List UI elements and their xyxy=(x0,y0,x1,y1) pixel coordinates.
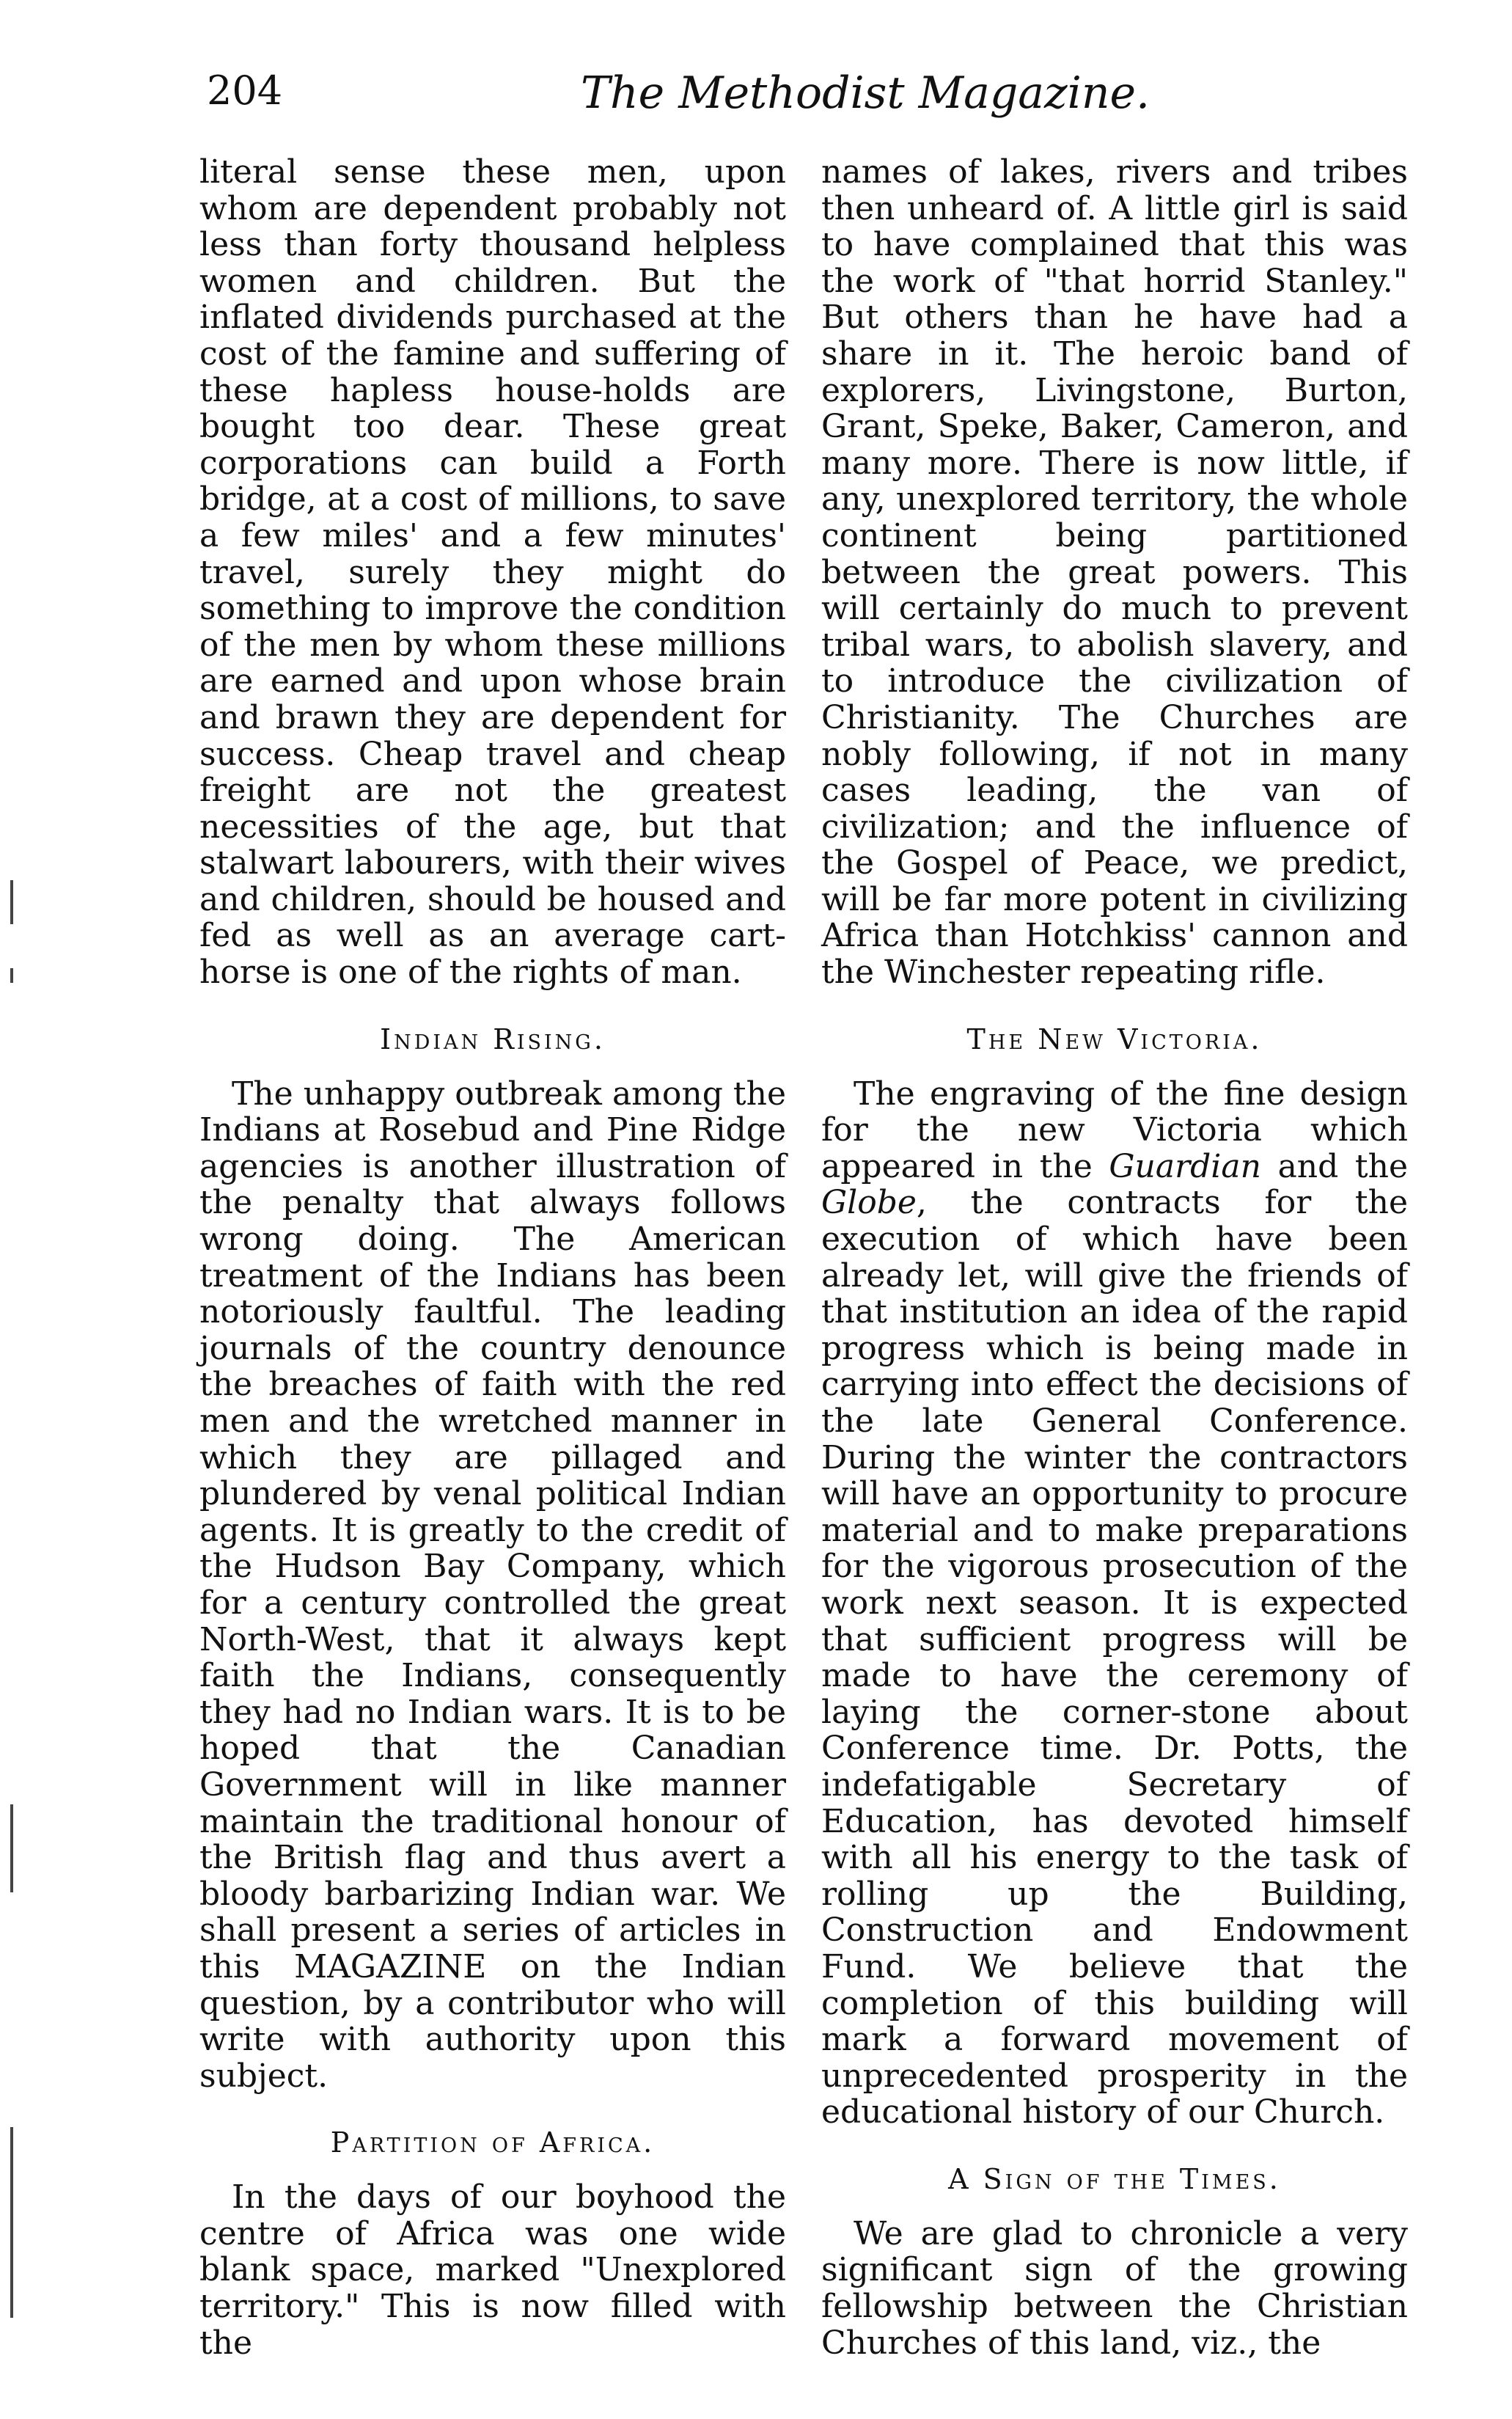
section-heading-new-victoria: The New Victoria. xyxy=(966,1022,1263,1055)
paragraph-new-victoria xyxy=(821,1076,1408,2131)
paragraph-africa-continued: names of lakes, rivers and tribes then unheard of. A little girl is said to have complained that this was the work of "that horrid Stanley." But others than he have had a share in it. The heroic band of explorers, Livingstone, Burton, Grant, Speke, Baker, Cameron, and many more. There is now little, if any, unexplored territory, the whole continent being partitioned between the great powers. This will certainly do much to prevent tribal wars, to abolish slavery, and to introduce the civilization of Christianity. The Churches are nobly following, if not in many cases leading, the van of civilization; and the influence of the Gospel of Peace, we predict, will be far more potent in civilizing Africa than Hotchkiss' cannon and the Winchester repeating rifle. xyxy=(821,153,1408,992)
paragraph-partition-of-africa: In the days of our boyhood the centre of Africa was one wide blank space, marked "Unexplored territory." This is now filled with the xyxy=(199,2178,786,2362)
paragraph-indian-rising: The unhappy outbreak among the Indians at Rosebud and Pine Ridge agencies is another illustration of the penalty that always follows wrong doing. The American treatment of the Indians has been notoriously faultful. The leading journals of the country denounce the breaches of faith with the red men and the wretched manner in which they are pillaged and plundered by venal political Indian agents. It is greatly to the credit of the Hudson Bay Company, which for a century controlled the great North-West, that it always kept faith the Indians, consequently they had no Indian wars. It is to be hoped that the Canadian Government will in like manner maintain the traditional honour of the British flag and thus avert a bloody barbarizing Indian war. We shall present a series of articles in this MAGAZINE on the Indian question, by a contributor who will write with authority upon this subject. xyxy=(199,1075,786,2095)
text-run: The engraving of the fine design for the new Victoria which appeared in the xyxy=(821,1075,1408,1185)
text-run: , the contracts for the execution of which have been already let, will give the friends of that institution an idea of the rapid progress which is being made in carrying into effect the decisions of the late General Conference. During the winter the contractors will have an opportunity to procure material and to make preparations for the vigorous prosecution of the work next season. It is expected that sufficient progress will be made to have the ceremony of laying the corner-stone about Conference time. Dr. Potts, the indefatigable Secretary of Education, has devoted himself with all his energy to the task of rolling up the Building, Construction and Endowment Fund. We believe that the completion of this building will mark a forward movement of unprecedented prosperity in the educational history of our Church. xyxy=(821,1184,1408,2131)
text-run: and the xyxy=(1260,1147,1408,1185)
paragraph-sign-of-the-times: We are glad to chronicle a very significant sign of the growing fellowship between the Christian Churches of this land, viz., the xyxy=(821,2214,1408,2362)
section-heading-sign-of-the-times: A Sign of the Times. xyxy=(948,2162,1281,2195)
page-header xyxy=(199,67,1461,133)
newspaper-title-globe: Globe xyxy=(821,1184,917,1222)
page-number: 204 xyxy=(207,67,283,114)
paragraph-railway-labourers: literal sense these men, upon whom are dependent probably not less than forty thousand helpless women and children. But the inflated dividends purchased at the cost of the famine and suffering of these hapless house-holds are bought too dear. These great corporations can build a Forth bridge, at a cost of millions, to save a few miles' and a few minutes' travel, surely they might do something to improve the condition of the men by whom these millions are earned and upon whose brain and brawn they are dependent for success. Cheap travel and cheap freight are not the greatest necessities of the age, but that stalwart labourers, with their wives and children, should be housed and fed as well as an average cart-horse is one of the rights of man. xyxy=(199,153,786,992)
right-column xyxy=(821,154,1408,2361)
section-heading-indian-rising: Indian Rising. xyxy=(380,1022,606,1055)
section-heading-partition-of-africa: Partition of Africa. xyxy=(330,2126,656,2159)
newspaper-title-guardian: Guardian xyxy=(1109,1147,1261,1185)
left-column xyxy=(199,154,786,2361)
binding-edge-marks xyxy=(0,880,29,2347)
running-title: The Methodist Magazine. xyxy=(581,67,1150,119)
